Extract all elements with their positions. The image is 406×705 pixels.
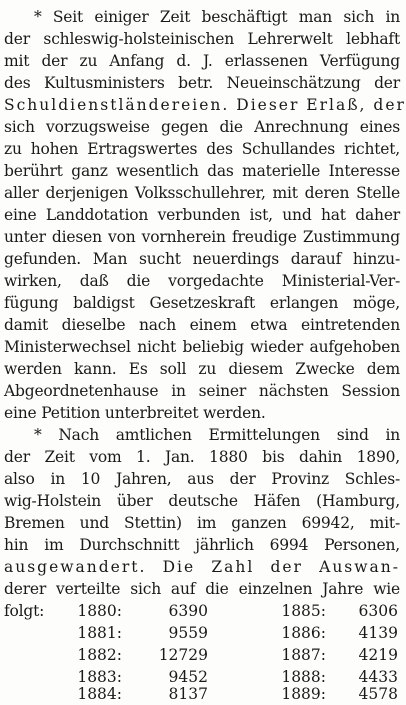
text-line: * Seit einiger Zeit beschäftigt man sich in: [34, 8, 400, 26]
table-row: [0, 600, 406, 622]
value-cell: 9452: [168, 668, 208, 686]
year-cell: 1884:: [77, 685, 122, 703]
text-line: aller derjenigen Volksschullehrer, mit deren Stelle: [4, 184, 400, 202]
text-line: Abgeordnetenhause in seiner nächsten Session: [4, 382, 400, 400]
text-line: gefunden. Man sucht neuerdings darauf hinzu-: [4, 250, 400, 268]
text-line: unter diesen von vornherein freudige Zustimmung: [4, 228, 400, 246]
text-line: eine Petition unterbreitet werden.: [4, 404, 266, 422]
text-line: der schleswig-holsteinischen Lehrerwelt lebhaft: [4, 30, 400, 48]
text-line: wig-Holstein über deutsche Häfen (Hamburg,: [4, 492, 400, 510]
value-cell: 4433: [358, 668, 398, 686]
text-line: folgt:: [4, 602, 45, 620]
table-row: [0, 644, 406, 666]
year-cell: 1889:: [281, 685, 326, 703]
text-line: * Nach amtlichen Ermittelungen sind in: [34, 426, 400, 444]
text-line: hin im Durchschnitt jährlich 6994 Personen,: [4, 536, 400, 554]
year-cell: 1886:: [281, 624, 326, 642]
value-cell: 9559: [168, 624, 208, 642]
table-row: [0, 622, 406, 644]
year-cell: 1883:: [77, 668, 122, 686]
year-cell: 1882:: [77, 646, 122, 664]
value-cell: 4219: [358, 646, 398, 664]
text-line: Bremen und Stettin) im ganzen 69942, mit-: [4, 514, 400, 532]
text-line: also in 10 Jahren, aus der Provinz Schles-: [4, 470, 400, 488]
year-cell: 1888:: [281, 668, 326, 686]
text-line: Schuldienstländereien. Dieser Erlaß, der: [4, 96, 406, 114]
value-cell: 6390: [168, 602, 208, 620]
text-line: des Kultusministers betr. Neueinschätzung der: [4, 74, 400, 92]
text-line: ausgewandert. Die Zahl der Auswan-: [4, 558, 400, 576]
year-cell: 1880:: [77, 602, 122, 620]
value-cell: 4578: [358, 685, 398, 703]
value-cell: 12729: [158, 646, 208, 664]
text-line: eine Landdotation verbunden ist, und hat daher: [4, 206, 400, 224]
text-line: mit der zu Anfang d. J. erlassenen Verfügung: [4, 52, 400, 70]
value-cell: 8137: [168, 685, 208, 703]
value-cell: 4139: [358, 624, 398, 642]
text-line: fügung baldigst Gesetzeskraft erlangen möge,: [4, 294, 400, 312]
table-row: [0, 683, 406, 705]
text-line: Ministerwechsel nicht beliebig wieder aufgehoben: [4, 338, 400, 356]
paragraph-marker: *: [34, 426, 42, 444]
text-line: derer verteilte sich auf die einzelnen Jahre wie: [4, 580, 400, 598]
value-cell: 6306: [358, 602, 398, 620]
text-line: zu hohen Ertragswertes des Schullandes richtet,: [4, 140, 400, 158]
year-cell: 1887:: [281, 646, 326, 664]
text-line: berührt ganz wesentlich das materielle Interesse: [4, 162, 400, 180]
text-line: damit dieselbe nach einem etwa eintretenden: [4, 316, 400, 334]
year-cell: 1881:: [77, 624, 122, 642]
text-line: der Zeit vom 1. Jan. 1880 bis dahin 1890,: [4, 448, 400, 466]
text-line: werden kann. Es soll zu diesem Zwecke dem: [4, 360, 400, 378]
text-line: wirken, daß die vorgedachte Ministerial-Ver-: [4, 272, 400, 290]
year-cell: 1885:: [281, 602, 326, 620]
paragraph-marker: *: [34, 8, 42, 26]
text-line: sich vorzugsweise gegen die Anrechnung eines: [4, 118, 400, 136]
